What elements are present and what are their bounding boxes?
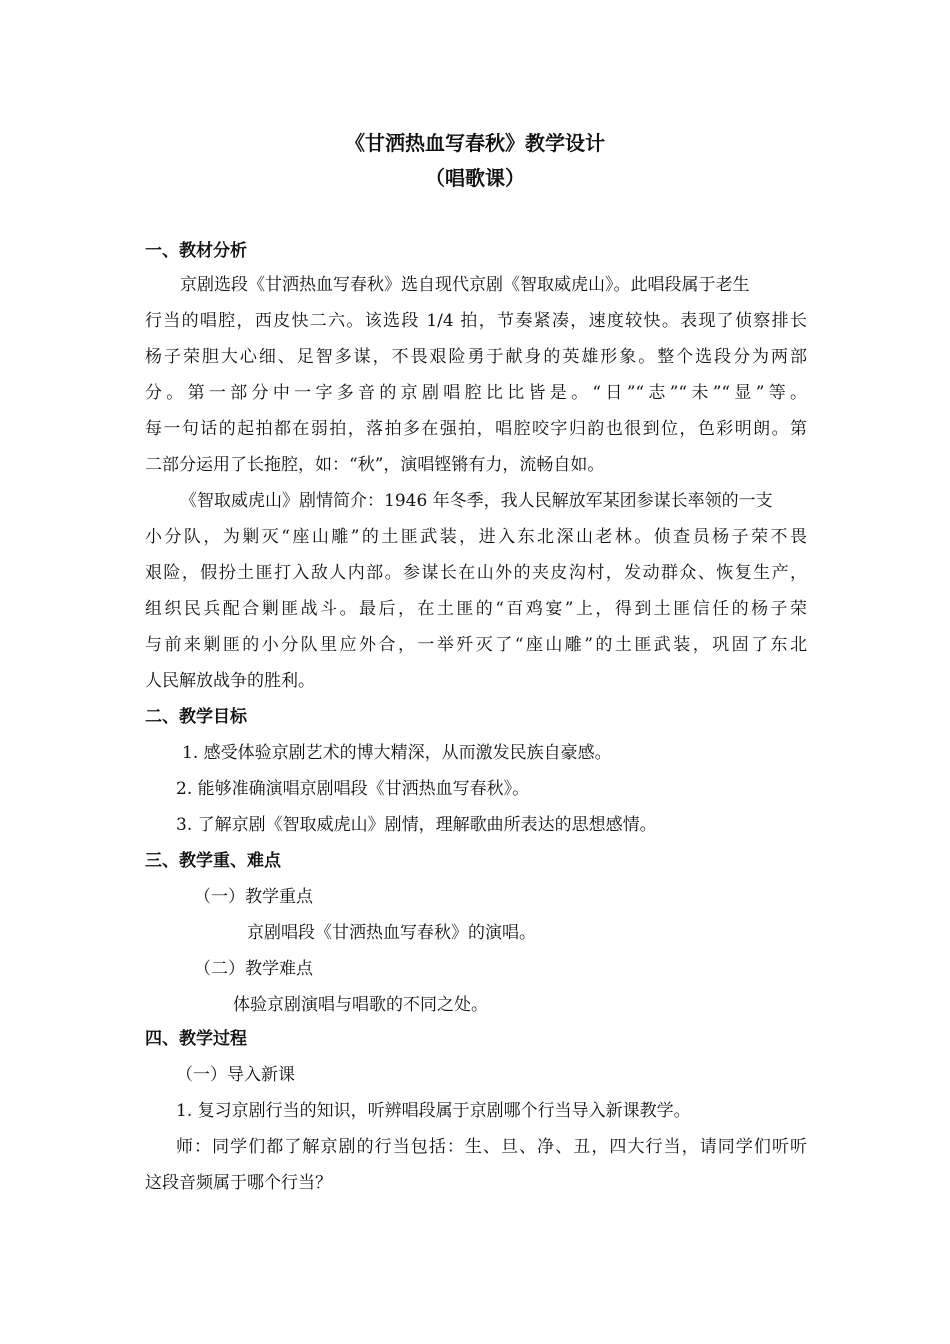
- paragraph-line: 师：同学们都了解京剧的行当包括：生、旦、净、丑，四大行当，请同学们听听: [176, 1137, 807, 1157]
- paragraph-line: 京剧选段《甘洒热血写春秋》选自现代京剧《智取威虎山》。此唱段属于老生: [180, 275, 750, 295]
- paragraph-line: 小分队，为剿灭“座山雕”的土匪武装，进入东北深山老林。侦查员杨子荣不畏: [145, 527, 807, 547]
- list-item: 1. 复习京剧行当的知识，听辨唱段属于京剧哪个行当导入新课教学。: [176, 1101, 691, 1121]
- paragraph-line: 组织民兵配合剿匪战斗。最后，在土匪的“百鸡宴”上，得到土匪信任的杨子荣: [145, 599, 807, 619]
- subheading-difficulty: （二）教学难点: [194, 959, 313, 979]
- subheading-text: 体验京剧演唱与唱歌的不同之处。: [233, 995, 488, 1015]
- section-heading-materials: 一、教材分析: [145, 241, 247, 261]
- section-heading-goals: 二、教学目标: [145, 707, 247, 727]
- subheading-intro: （一）导入新课: [176, 1065, 295, 1085]
- section-heading-process: 四、教学过程: [145, 1029, 247, 1049]
- list-item: 2. 能够准确演唱京剧唱段《甘洒热血写春秋》。: [176, 779, 530, 799]
- paragraph-line: 分。第一部分中一字多音的京剧唱腔比比皆是。“日”“志”“未”“显”等。: [145, 383, 807, 403]
- paragraph-line: 二部分运用了长拖腔，如：“秋”，演唱铿锵有力，流畅自如。: [145, 455, 605, 475]
- paragraph-line: 人民解放战争的胜利。: [145, 671, 315, 691]
- paragraph-line: 与前来剿匪的小分队里应外合，一举歼灭了“座山雕”的土匪武装，巩固了东北: [145, 635, 807, 655]
- paragraph-line: 行当的唱腔，西皮快二六。该选段 1/4 拍，节奏紧凑，速度较快。表现了侦察排长: [145, 311, 807, 331]
- document-subtitle: （唱歌课）: [425, 166, 525, 190]
- paragraph-line: 每一句话的起拍都在弱拍，落拍多在强拍，唱腔咬字归韵也很到位，色彩明朗。第: [145, 419, 807, 439]
- document-title: 《甘洒热血写春秋》教学设计: [345, 131, 605, 155]
- list-item: 3. 了解京剧《智取威虎山》剧情，理解歌曲所表达的思想感情。: [176, 815, 657, 835]
- paragraph-line: 艰险，假扮土匪打入敌人内部。参谋长在山外的夹皮沟村，发动群众、恢复生产，: [145, 563, 807, 583]
- paragraph-line: 杨子荣胆大心细、足智多谋，不畏艰险勇于献身的英雄形象。整个选段分为两部: [145, 347, 807, 367]
- paragraph-line: 《智取威虎山》剧情简介：1946 年冬季，我人民解放军某团参谋长率领的一支: [180, 491, 773, 511]
- subheading-key: （一）教学重点: [194, 887, 313, 907]
- section-heading-keypoints: 三、教学重、难点: [145, 851, 281, 871]
- subheading-text: 京剧唱段《甘洒热血写春秋》的演唱。: [247, 923, 536, 943]
- list-item: 1. 感受体验京剧艺术的博大精深，从而激发民族自豪感。: [182, 743, 612, 763]
- paragraph-line: 这段音频属于哪个行当？: [145, 1173, 332, 1193]
